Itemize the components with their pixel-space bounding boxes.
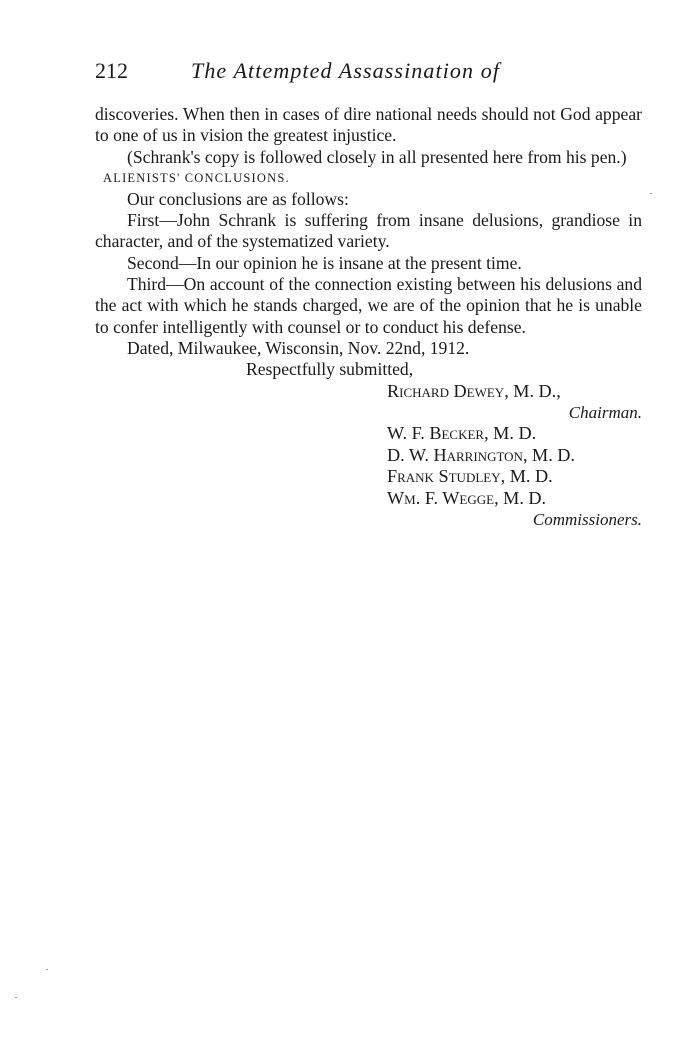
date-line: Dated, Milwaukee, Wisconsin, Nov. 22nd, 1912. [127, 337, 470, 358]
role-chairman: Chairman. [568, 403, 642, 423]
paragraph-schrank-copy-note: (Schrank's copy is followed closely in all presented here from his pen.) [127, 146, 627, 167]
paragraph-first-conclusion: First—John Schrank is suffering from insane delusions, grandiose in character, and of the systematized variety. [95, 210, 642, 252]
page-number: 212 [95, 58, 128, 83]
role-commissioners: Commissioners. [532, 510, 642, 530]
scan-speck [46, 969, 48, 970]
page-header [95, 56, 655, 86]
scan-speck [15, 997, 17, 998]
signature-commissioner: Wm. F. Wegge, M. D. [387, 487, 547, 508]
scan-speck [650, 193, 652, 194]
section-heading: ALIENISTS' CONCLUSIONS. [103, 170, 290, 185]
signature-block [95, 381, 642, 531]
signature-commissioner: W. F. Becker, M. D. [387, 423, 537, 444]
running-title: The Attempted Assassination of [191, 58, 501, 83]
paragraph-conclusions-intro: Our conclusions are as follows: [127, 188, 349, 209]
paragraph-discoveries: discoveries. When then in cases of dire national needs should not God appear to one of us in vision the greatest injustice. [95, 104, 642, 146]
paragraph-second-conclusion: Second—In our opinion he is insane at the present time. [127, 252, 522, 273]
signature-chairman: Richard Dewey, M. D., [387, 380, 561, 401]
body-text [95, 104, 642, 530]
signature-commissioner: D. W. Harrington, M. D. [387, 444, 575, 465]
signature-commissioner: Frank Studley, M. D. [387, 466, 553, 487]
closing-line: Respectfully submitted, [246, 359, 414, 380]
paragraph-third-conclusion: Third—On account of the connection existing between his delusions and the act with which he stands charged, we are of the opinion that he is unable to confer intelligently with counsel or to conduct his defense. [95, 274, 642, 337]
